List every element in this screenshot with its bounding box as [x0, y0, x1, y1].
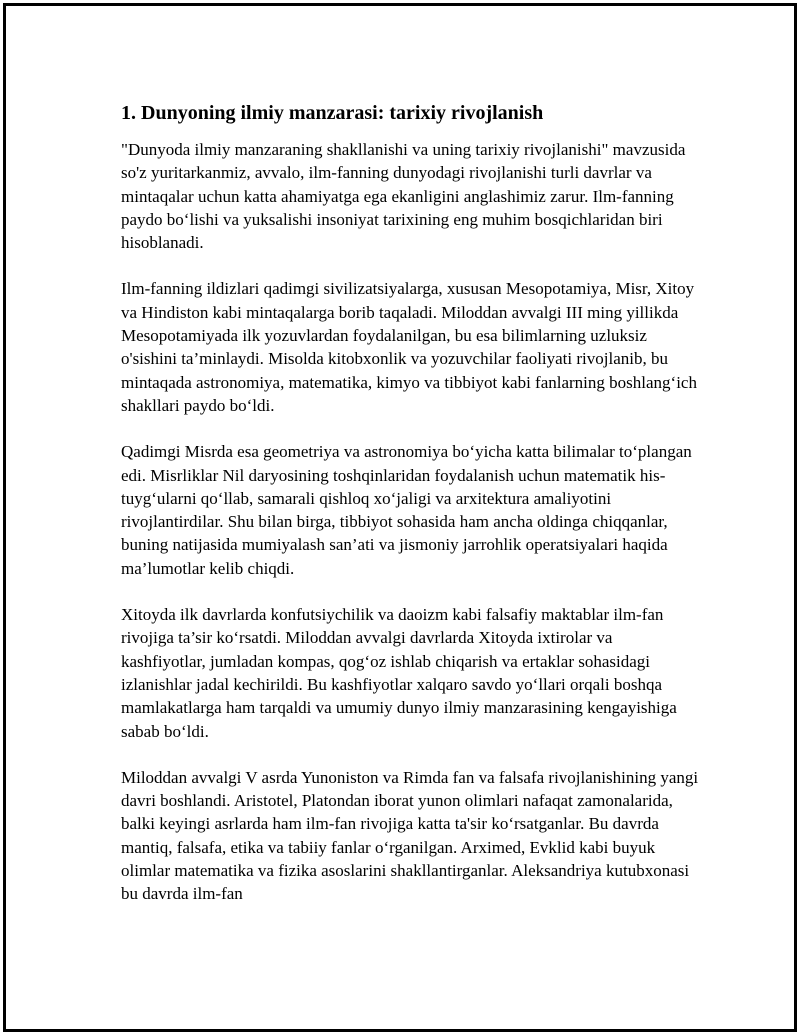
section-heading: 1. Dunyoning ilmiy manzarasi: tarixiy rivojlanish: [121, 102, 544, 124]
paragraph-3: Qadimgi Misrda esa geometriya va astronomiya bo‘yicha katta bilimalar to‘plangan edi. Misrliklar Nil daryosining toshqinlaridan foydalanish uchun matematik his-tuyg‘ularni qo‘llab, samarali qishloq xo‘jaligi va arxitektura amaliyotini rivojlantirdilar. Shu bilan birga, tibbiyot sohasida ham ancha oldinga chiqqanlar, buning natijasida mumiyalash san’ati va jismoniy jarrohlik operatsiyalari haqida ma’lumotlar kelib chiqdi.: [121, 442, 692, 578]
paragraph-5: Miloddan avvalgi V asrda Yunoniston va Rimda fan va falsafa rivojlanishining yangi davri boshlandi. Aristotel, Platondan iborat yunon olimlari nafaqat zamonalarida, balki keyingi asrlarda ham ilm-fan rivojiga katta ta'sir ko‘rsatganlar. Bu davrda mantiq, falsafa, etika va tabiiy fanlar o‘rganilgan. Arximed, Evklid kabi buyuk olimlar matematika va fizika asoslarini shakllantirganlar. Aleksandriya kutubxonasi bu davrda ilm-fan: [121, 767, 699, 904]
paragraph-2: Ilm-fanning ildizlari qadimgi sivilizatsiyalarga, xususan Mesopotamiya, Misr, Xitoy va Hindiston kabi mintaqalarga borib taqaladi. Miloddan avvalgi III ming yillikda Mesopotamiyada ilk yozuvlardan foydalanilgan, bu esa bilimlarning uzluksiz o'sishini ta’minlaydi. Misolda kitobxonlik va yozuvchilar faoliyati rivojlanib, bu mintaqada astronomiya, matematika, kimyo va tibbiyot kabi fanlarning boshlang‘ich shakllari paydo bo‘ldi.: [121, 279, 697, 415]
paragraph-1: "Dunyoda ilmiy manzaraning shakllanishi va uning tarixiy rivojlanishi" mavzusida so'z yuritarkanmiz, avvalo, ilm-fanning dunyodagi rivojlanishi turli davrlar va mintaqalar uchun katta ahamiyatga ega ekanligini anglashimiz zarur. Ilm-fanning paydo bo‘lishi va yuksalishi insoniyat tarixining eng muhim bosqichlaridan biri hisoblanadi.: [121, 140, 686, 253]
page-frame: [3, 3, 797, 1032]
paragraph-4: Xitoyda ilk davrlarda konfutsiychilik va daoizm kabi falsafiy maktablar ilm-fan rivojiga ta’sir ko‘rsatdi. Miloddan avvalgi davrlarda Xitoyda ixtirolar va kashfiyotlar, jumladan kompas, qog‘oz ishlab chiqarish va ertaklar sohasidagi izlanishlar jadal kechirildi. Bu kashfiyotlar xalqaro savdo yo‘llari orqali boshqa mamlakatlarga ham tarqaldi va umumiy dunyo ilmiy manzarasining kengayishiga sabab bo‘ldi.: [121, 605, 677, 741]
document-content: [121, 100, 701, 929]
